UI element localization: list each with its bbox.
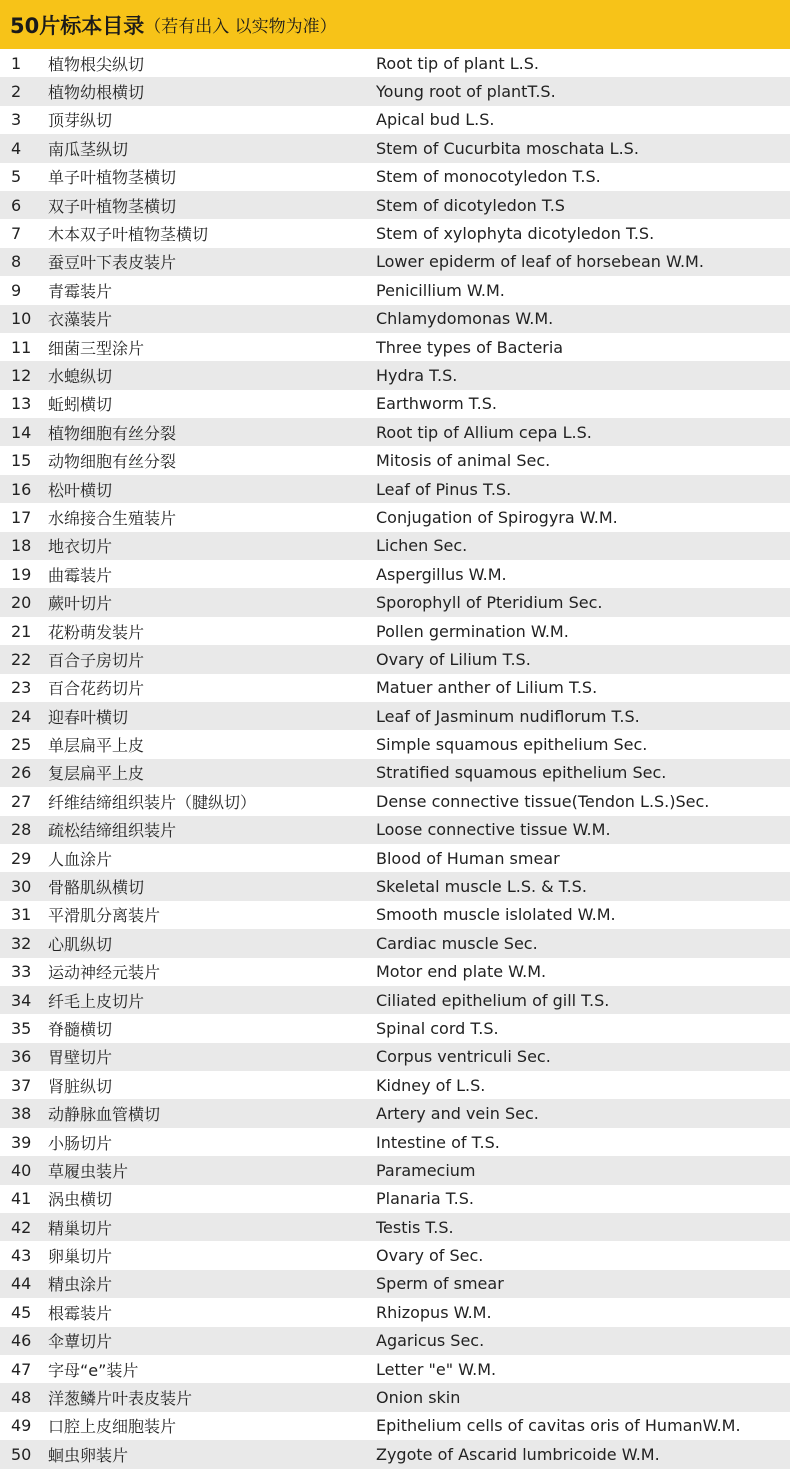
item-number: 3 xyxy=(11,110,22,130)
list-item xyxy=(0,418,790,446)
item-chinese-name: 顶芽纵切 xyxy=(48,111,113,131)
item-english-name: Artery and vein Sec. xyxy=(376,1104,539,1124)
item-number: 24 xyxy=(11,706,32,726)
item-chinese-name: 运动神经元装片 xyxy=(48,963,161,983)
item-chinese-name: 细菌三型涂片 xyxy=(48,338,145,358)
item-chinese-name: 胃壁切片 xyxy=(48,1048,113,1068)
item-chinese-name: 蚕豆叶下表皮装片 xyxy=(48,253,177,273)
item-number: 46 xyxy=(11,1331,32,1351)
item-number: 23 xyxy=(11,678,32,698)
item-english-name: Apical bud L.S. xyxy=(376,110,495,130)
list-item xyxy=(0,1213,790,1241)
item-english-name: Pollen germination W.M. xyxy=(376,621,569,641)
item-chinese-name: 曲霉装片 xyxy=(48,565,113,585)
item-chinese-name: 字母“e”装片 xyxy=(48,1360,139,1380)
list-item xyxy=(0,674,790,702)
item-english-name: Testis T.S. xyxy=(376,1217,454,1237)
item-number: 38 xyxy=(11,1104,32,1124)
list-item xyxy=(0,503,790,531)
item-english-name: Agaricus Sec. xyxy=(376,1331,485,1351)
item-english-name: Chlamydomonas W.M. xyxy=(376,309,554,329)
item-english-name: Zygote of Ascarid lumbricoide W.M. xyxy=(376,1444,660,1464)
item-chinese-name: 蕨叶切片 xyxy=(48,594,113,614)
list-item xyxy=(0,1270,790,1298)
item-number: 30 xyxy=(11,877,32,897)
item-chinese-name: 人血涂片 xyxy=(48,849,113,869)
item-chinese-name: 迎春叶横切 xyxy=(48,707,129,727)
item-number: 8 xyxy=(11,252,22,272)
item-english-name: Sporophyll of Pteridium Sec. xyxy=(376,593,603,613)
item-chinese-name: 木本双子叶植物茎横切 xyxy=(48,225,209,245)
item-number: 36 xyxy=(11,1047,32,1067)
item-number: 31 xyxy=(11,905,32,925)
item-english-name: Cardiac muscle Sec. xyxy=(376,933,538,953)
item-number: 32 xyxy=(11,933,32,953)
item-chinese-name: 百合花药切片 xyxy=(48,679,145,699)
item-english-name: Intestine of T.S. xyxy=(376,1132,500,1152)
item-chinese-name: 水绵接合生殖装片 xyxy=(48,508,177,528)
item-chinese-name: 骨骼肌纵横切 xyxy=(48,878,145,898)
item-chinese-name: 疏松结缔组织装片 xyxy=(48,821,177,841)
item-english-name: Lichen Sec. xyxy=(376,536,468,556)
item-english-name: Corpus ventriculi Sec. xyxy=(376,1047,551,1067)
list-item xyxy=(0,532,790,560)
item-english-name: Leaf of Pinus T.S. xyxy=(376,479,512,499)
item-chinese-name: 地衣切片 xyxy=(48,537,113,557)
list-item xyxy=(0,958,790,986)
list-item xyxy=(0,1355,790,1383)
item-english-name: Smooth muscle islolated W.M. xyxy=(376,905,616,925)
item-english-name: Root tip of plant L.S. xyxy=(376,53,539,73)
list-item xyxy=(0,390,790,418)
item-english-name: Motor end plate W.M. xyxy=(376,962,547,982)
item-chinese-name: 南瓜茎纵切 xyxy=(48,139,129,159)
item-chinese-name: 卵巢切片 xyxy=(48,1247,113,1267)
item-number: 25 xyxy=(11,735,32,755)
item-number: 14 xyxy=(11,422,32,442)
item-english-name: Ciliated epithelium of gill T.S. xyxy=(376,990,610,1010)
list-item xyxy=(0,929,790,957)
list-item xyxy=(0,77,790,105)
item-chinese-name: 单子叶植物茎横切 xyxy=(48,168,177,188)
item-number: 27 xyxy=(11,791,32,811)
item-number: 7 xyxy=(11,224,22,244)
item-english-name: Root tip of Allium cepa L.S. xyxy=(376,422,592,442)
item-english-name: Earthworm T.S. xyxy=(376,394,497,414)
item-number: 42 xyxy=(11,1217,32,1237)
item-english-name: Matuer anther of Lilium T.S. xyxy=(376,678,598,698)
list-item xyxy=(0,1185,790,1213)
item-english-name: Sperm of smear xyxy=(376,1274,504,1294)
item-number: 44 xyxy=(11,1274,32,1294)
item-chinese-name: 小肠切片 xyxy=(48,1133,113,1153)
item-number: 2 xyxy=(11,82,22,102)
list-item xyxy=(0,1156,790,1184)
item-chinese-name: 蛔虫卵装片 xyxy=(48,1445,129,1465)
item-chinese-name: 双子叶植物茎横切 xyxy=(48,196,177,216)
item-number: 19 xyxy=(11,564,32,584)
item-number: 18 xyxy=(11,536,32,556)
item-number: 21 xyxy=(11,621,32,641)
list-item xyxy=(0,730,790,758)
item-chinese-name: 衣藻装片 xyxy=(48,310,113,330)
item-number: 17 xyxy=(11,507,32,527)
item-chinese-name: 动物细胞有丝分裂 xyxy=(48,452,177,472)
item-number: 15 xyxy=(11,451,32,471)
item-english-name: Mitosis of animal Sec. xyxy=(376,451,551,471)
list-item xyxy=(0,248,790,276)
list-item xyxy=(0,645,790,673)
item-english-name: Stem of Cucurbita moschata L.S. xyxy=(376,138,639,158)
item-number: 26 xyxy=(11,763,32,783)
item-number: 40 xyxy=(11,1160,32,1180)
item-number: 33 xyxy=(11,962,32,982)
list-item xyxy=(0,1412,790,1440)
item-english-name: Hydra T.S. xyxy=(376,365,458,385)
list-item xyxy=(0,901,790,929)
list-item xyxy=(0,844,790,872)
item-number: 41 xyxy=(11,1189,32,1209)
item-chinese-name: 松叶横切 xyxy=(48,480,113,500)
item-chinese-name: 蚯蚓横切 xyxy=(48,395,113,415)
item-english-name: Stem of monocotyledon T.S. xyxy=(376,167,601,187)
item-number: 20 xyxy=(11,593,32,613)
item-english-name: Kidney of L.S. xyxy=(376,1075,486,1095)
item-chinese-name: 精巢切片 xyxy=(48,1218,113,1238)
item-english-name: Blood of Human smear xyxy=(376,848,560,868)
item-number: 10 xyxy=(11,309,32,329)
item-number: 35 xyxy=(11,1018,32,1038)
item-chinese-name: 精虫涂片 xyxy=(48,1275,113,1295)
item-number: 13 xyxy=(11,394,32,414)
list-item xyxy=(0,361,790,389)
list-item xyxy=(0,134,790,162)
item-number: 12 xyxy=(11,365,32,385)
item-english-name: Simple squamous epithelium Sec. xyxy=(376,735,648,755)
specimen-list xyxy=(0,49,790,1469)
item-english-name: Young root of plantT.S. xyxy=(376,82,556,102)
list-item xyxy=(0,1099,790,1127)
list-item xyxy=(0,816,790,844)
item-chinese-name: 心肌纵切 xyxy=(48,934,113,954)
item-chinese-name: 百合子房切片 xyxy=(48,650,145,670)
list-item xyxy=(0,446,790,474)
item-english-name: Ovary of Sec. xyxy=(376,1246,484,1266)
list-item xyxy=(0,702,790,730)
item-english-name: Dense connective tissue(Tendon L.S.)Sec. xyxy=(376,791,710,811)
item-english-name: Skeletal muscle L.S. & T.S. xyxy=(376,877,587,897)
item-number: 16 xyxy=(11,479,32,499)
item-chinese-name: 青霉装片 xyxy=(48,281,113,301)
item-english-name: Rhizopus W.M. xyxy=(376,1302,492,1322)
item-english-name: Conjugation of Spirogyra W.M. xyxy=(376,507,618,527)
item-chinese-name: 动静脉血管横切 xyxy=(48,1105,161,1125)
item-number: 28 xyxy=(11,820,32,840)
list-item xyxy=(0,219,790,247)
list-item xyxy=(0,1327,790,1355)
item-number: 4 xyxy=(11,138,22,158)
item-english-name: Epithelium cells of cavitas oris of HumanW.M. xyxy=(376,1416,741,1436)
item-number: 43 xyxy=(11,1246,32,1266)
item-number: 45 xyxy=(11,1302,32,1322)
item-chinese-name: 涡虫横切 xyxy=(48,1190,113,1210)
item-english-name: Aspergillus W.M. xyxy=(376,564,507,584)
item-number: 5 xyxy=(11,167,22,187)
list-item xyxy=(0,787,790,815)
list-item xyxy=(0,305,790,333)
catalog-header xyxy=(0,0,790,49)
item-english-name: Spinal cord T.S. xyxy=(376,1018,499,1038)
list-item xyxy=(0,1128,790,1156)
item-english-name: Leaf of Jasminum nudiflorum T.S. xyxy=(376,706,640,726)
item-number: 6 xyxy=(11,195,22,215)
item-english-name: Ovary of Lilium T.S. xyxy=(376,649,531,669)
list-item xyxy=(0,1071,790,1099)
item-chinese-name: 纤维结缔组织装片（腱纵切） xyxy=(48,792,257,812)
item-chinese-name: 口腔上皮细胞装片 xyxy=(48,1417,177,1437)
item-chinese-name: 草履虫装片 xyxy=(48,1161,129,1181)
item-number: 9 xyxy=(11,280,22,300)
item-chinese-name: 纤毛上皮切片 xyxy=(48,991,145,1011)
list-item xyxy=(0,759,790,787)
list-item xyxy=(0,191,790,219)
item-chinese-name: 洋葱鳞片叶表皮装片 xyxy=(48,1389,193,1409)
list-item xyxy=(0,1241,790,1269)
item-english-name: Onion skin xyxy=(376,1388,461,1408)
item-number: 11 xyxy=(11,337,32,357)
item-number: 50 xyxy=(11,1444,32,1464)
item-number: 22 xyxy=(11,649,32,669)
list-item xyxy=(0,617,790,645)
list-item xyxy=(0,475,790,503)
item-chinese-name: 植物细胞有丝分裂 xyxy=(48,423,177,443)
list-item xyxy=(0,872,790,900)
item-chinese-name: 花粉萌发装片 xyxy=(48,622,145,642)
item-number: 48 xyxy=(11,1388,32,1408)
item-number: 47 xyxy=(11,1359,32,1379)
item-english-name: Stem of dicotyledon T.S xyxy=(376,195,565,215)
item-number: 39 xyxy=(11,1132,32,1152)
item-chinese-name: 伞蕈切片 xyxy=(48,1332,113,1352)
item-english-name: Planaria T.S. xyxy=(376,1189,474,1209)
item-english-name: Paramecium xyxy=(376,1160,476,1180)
item-english-name: Penicillium W.M. xyxy=(376,280,505,300)
list-item xyxy=(0,333,790,361)
item-chinese-name: 植物根尖纵切 xyxy=(48,54,145,74)
catalog-subtitle: （若有出入 以实物为准） xyxy=(144,17,337,37)
item-number: 49 xyxy=(11,1416,32,1436)
list-item xyxy=(0,1043,790,1071)
item-chinese-name: 水螅纵切 xyxy=(48,366,113,386)
list-item xyxy=(0,1440,790,1468)
item-chinese-name: 复层扁平上皮 xyxy=(48,764,145,784)
item-chinese-name: 根霉装片 xyxy=(48,1303,113,1323)
list-item xyxy=(0,1014,790,1042)
list-item xyxy=(0,276,790,304)
item-chinese-name: 脊髓横切 xyxy=(48,1019,113,1039)
item-english-name: Stem of xylophyta dicotyledon T.S. xyxy=(376,224,655,244)
item-english-name: Loose connective tissue W.M. xyxy=(376,820,611,840)
list-item xyxy=(0,163,790,191)
list-item xyxy=(0,49,790,77)
list-item xyxy=(0,1383,790,1411)
item-english-name: Stratified squamous epithelium Sec. xyxy=(376,763,667,783)
item-number: 37 xyxy=(11,1075,32,1095)
item-chinese-name: 平滑肌分离装片 xyxy=(48,906,161,926)
list-item xyxy=(0,560,790,588)
item-chinese-name: 植物幼根横切 xyxy=(48,83,145,103)
list-item xyxy=(0,588,790,616)
catalog-title: 50片标本目录 xyxy=(10,13,145,38)
item-english-name: Lower epiderm of leaf of horsebean W.M. xyxy=(376,252,704,272)
list-item xyxy=(0,986,790,1014)
item-chinese-name: 肾脏纵切 xyxy=(48,1076,113,1096)
list-item xyxy=(0,106,790,134)
list-item xyxy=(0,1298,790,1326)
item-chinese-name: 单层扁平上皮 xyxy=(48,736,145,756)
item-number: 29 xyxy=(11,848,32,868)
item-english-name: Letter "e" W.M. xyxy=(376,1359,497,1379)
item-english-name: Three types of Bacteria xyxy=(376,337,564,357)
item-number: 34 xyxy=(11,990,32,1010)
item-number: 1 xyxy=(11,53,22,73)
